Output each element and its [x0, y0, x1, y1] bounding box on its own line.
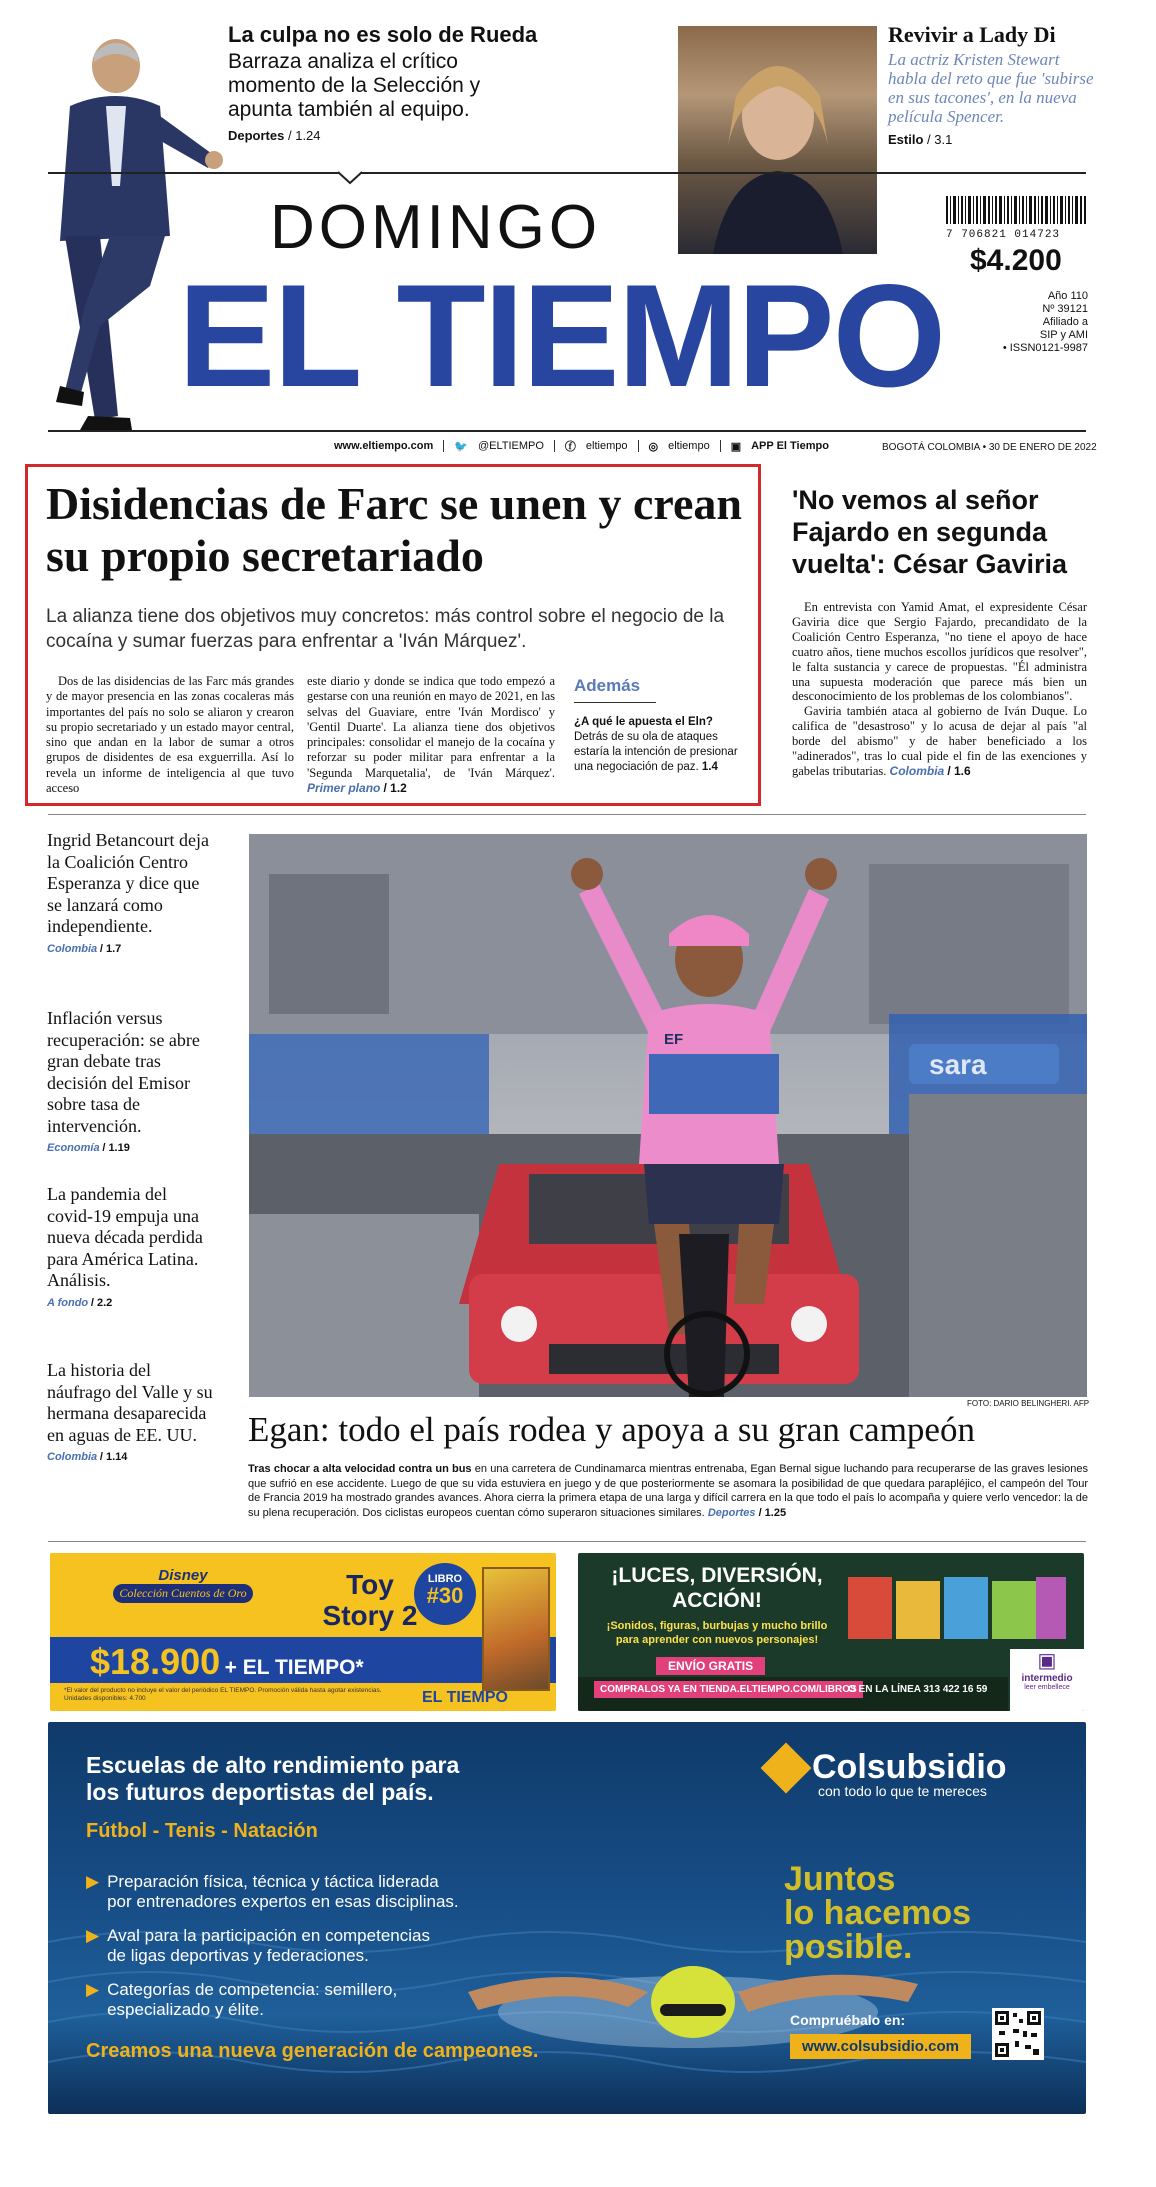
issue-line: • ISSN0121-9987 [1002, 342, 1088, 354]
list-item [86, 1872, 459, 1912]
headline-line: ACCIÓN! [672, 1589, 762, 1612]
ad-eltiempo-logo: EL TIEMPO [422, 1689, 508, 1706]
brand-name: Colsubsidio [812, 1748, 1007, 1786]
jersey-text: EF [664, 1031, 684, 1048]
teaser-rueda[interactable] [228, 22, 588, 143]
brief-page: / 1.7 [99, 942, 122, 955]
list-item[interactable] [47, 1360, 217, 1463]
list-item[interactable] [47, 1184, 217, 1360]
brief-section[interactable]: Colombia [47, 1451, 98, 1463]
list-item [86, 1980, 459, 2020]
ad-price-row [90, 1641, 364, 1683]
gaviria-headline[interactable]: 'No vemos al señor Fajardo en segunda vuelta': César Gaviria [792, 485, 1068, 579]
brief-text: Inflación versus recuperación: se abre gran debate tras decisión del Emisor sobre tasa de intervención. [47, 1008, 200, 1136]
issue-info [1000, 290, 1088, 355]
bullet-line: de ligas deportivas y federaciones. [107, 1946, 369, 1965]
barcode [946, 196, 1088, 241]
teaser-text: Barraza analiza el crítico momento de la Selección y apunta también al equipo. [228, 50, 481, 121]
col2-section-link[interactable]: Primer plano [307, 781, 381, 796]
main-photo[interactable] [249, 834, 1087, 1397]
masthead-bottom-rule [48, 430, 1086, 432]
brief-text: Ingrid Betancourt deja la Coalición Centro Esperanza y dice que se lanzará como independiente. [47, 830, 209, 936]
gaviria-p2: Gaviria también ataca al gobierno de Iván Duque. Lo califica de "desastroso" y lo acusa de dejar al país "al borde del abismo" y de haber beneficiado a los "adinerados", tras lo cual pide el fin de las exenciones y gabelas tributarias. [792, 704, 1087, 778]
col-url[interactable]: www.colsubsidio.com [790, 2034, 971, 2059]
twitter-link[interactable]: @ELTIEMPO [477, 440, 544, 452]
teaser-page: / 1.24 [287, 128, 321, 143]
list-item[interactable] [47, 1008, 217, 1184]
book-thumb [944, 1577, 988, 1639]
ad-libros-cta[interactable]: COMPRALOS YA EN TIENDA.ELTIEMPO.COM/LIBROS [594, 1681, 863, 1698]
ad-collection: Colección Cuentos de Oro [113, 1584, 252, 1603]
badge-line: LIBRO [427, 1573, 463, 1585]
bullet-arrow-icon: ▶ [86, 1926, 100, 1945]
brief-page: / 1.14 [99, 1451, 128, 1463]
lead-sidebar [574, 676, 742, 775]
bullet-line: especializado y élite. [107, 2000, 264, 2019]
barcode-number: 7 706821 014723 [946, 229, 1061, 241]
brief-section[interactable]: Colombia [47, 942, 98, 955]
sidebar-text: Detrás de su ola de ataques estaría la intención de presionar una negociación de paz. [574, 731, 738, 773]
egan-lead: Tras chocar a alta velocidad contra un bus [248, 1463, 472, 1475]
headline-line: los futuros deportistas del país. [86, 1779, 434, 1805]
ad-libros-books [848, 1567, 1068, 1647]
photo-credit: FOTO: DARIO BELINGHERI. AFP [967, 1399, 1090, 1408]
section-rule [48, 814, 1086, 815]
website-link[interactable]: www.eltiempo.com [334, 440, 434, 452]
svg-text:sara: sara [929, 1049, 987, 1080]
brief-text: La historia del náufrago del Valle y su hermana desaparecida en aguas de EE. UU. [47, 1360, 213, 1445]
col-sports: Fútbol - Tenis - Natación [86, 1820, 318, 1842]
egan-headline[interactable]: Egan: todo el país rodea y apoya a su gran campeón [248, 1410, 975, 1449]
brief-text: La pandemia del covid-19 empuja una nueva década perdida para América Latina. Análisis. [47, 1184, 203, 1290]
colsubsidio-logo-icon [761, 1742, 812, 1793]
issue-line: Afiliado a [1042, 316, 1088, 328]
ad-libros-shipping: ENVÍO GRATIS [656, 1657, 765, 1675]
col-slogan [784, 1862, 971, 1964]
headline-line: ¡LUCES, DIVERSIÓN, [611, 1564, 823, 1587]
ad-libros-phone: O EN LA LÍNEA 313 422 16 59 [848, 1684, 988, 1695]
list-item [86, 1926, 459, 1966]
gaviria-section-link[interactable]: Colombia [889, 763, 945, 778]
teaser-lady-di[interactable] [888, 22, 1098, 147]
lead-body-col1: Dos de las disidencias de las Farc más grandes y de mayor presencia en las zonas cocaleras más importantes del país no solo se aliaron y crearon su propio secretariado y un estado mayor central, sino que andan en la labor de sumar a otros grupos de disidentes de esa exguerrilla. Así lo revela un informe de inteligencia al que tuvo acceso [46, 674, 294, 796]
egan-page: / 1.25 [758, 1506, 787, 1519]
teaser-text: La actriz Kristen Stewart habla del reto que fue 'subirse en sus tacones', en la nueva película Spencer. [888, 50, 1094, 126]
ad-libros[interactable] [578, 1553, 1084, 1711]
brief-page: / 2.2 [90, 1296, 113, 1309]
teaser-section: Deportes [228, 128, 285, 143]
section-rule [48, 1541, 1086, 1542]
instagram-icon: ◎ [648, 440, 659, 453]
badge-line: #30 [426, 1583, 464, 1608]
ad-libros-sub [592, 1619, 842, 1647]
slogan-line: posible. [784, 1928, 913, 1966]
brand-sub: leer embellece [1024, 1684, 1070, 1691]
social-strip [334, 438, 829, 454]
book-thumb [992, 1581, 1036, 1639]
teaser-title: Revivir a Lady Di [888, 22, 1056, 47]
gaviria-body [792, 600, 1087, 779]
brand-tagline: con todo lo que te mereces [818, 1783, 987, 1799]
ad-colsubsidio[interactable] [48, 1722, 1086, 2114]
brand-name: intermedio [1021, 1673, 1073, 1684]
teaser-title: La culpa no es solo de Rueda [228, 22, 538, 47]
masthead-top-rule [48, 172, 1086, 174]
bullet-line: Preparación física, técnica y táctica liderada [107, 1872, 439, 1891]
sidebar-title: Además [574, 676, 641, 695]
qr-code-icon[interactable] [992, 2008, 1044, 2060]
egan-body [248, 1462, 1088, 1520]
price: $4.200 [970, 244, 1062, 277]
notch-icon [338, 171, 362, 185]
col-check: Compruébalo en: [790, 2012, 906, 2028]
bullet-line: Categorías de competencia: semillero, [107, 1980, 398, 1999]
ad-disney-logo: Disney [158, 1567, 208, 1584]
ad-toystory[interactable] [50, 1553, 556, 1711]
ad-price: $18.900 [90, 1641, 221, 1682]
headline-line: Escuelas de alto rendimiento para [86, 1752, 460, 1778]
list-item[interactable] [47, 830, 217, 1008]
ad-book-cover [482, 1567, 550, 1691]
sidebar-page: 1.4 [701, 761, 718, 773]
masthead-day: DOMINGO [270, 193, 602, 262]
egan-text: en una carretera de Cundinamarca mientras entrenaba, Egan Bernal sigue luchando para recuperarse de las graves lesiones que sufrió en ese accidente. Luego de que su vida estuviera en juego y de que posteriormente se asomara la posibilidad de que quedara parapléjico, el campeón del Tour de Francia 2019 ha mostrado grandes avances. Ahora cierra la primera etapa de una larga y difícil carrera en la que todo el país lo acompaña y quiere verlo vencedor: la de su plena recuperación. Dos ciclistas europeos cuentan cómo superaron situaciones similares. [248, 1463, 1089, 1519]
ad-title-line: Toy [346, 1569, 394, 1600]
issue-line: SIP y AMI [1039, 329, 1088, 341]
slogan-line: lo hacemos [784, 1894, 972, 1932]
issue-line: Año 110 [1047, 290, 1088, 302]
lead-deck: La alianza tiene dos objetivos muy concretos: más control sobre el negocio de la cocaína y sumar fuerzas para enfrentar a 'Iván Márquez'. [46, 606, 725, 652]
book-thumb [1036, 1577, 1066, 1639]
lead-body-col2 [307, 674, 555, 796]
col2-page: / 1.2 [383, 781, 407, 796]
app-link[interactable]: APP El Tiempo [751, 440, 829, 452]
book-thumb [848, 1577, 892, 1639]
sidebar-bold: ¿A qué le apuesta el Eln? [574, 716, 713, 728]
sub-line: para aprender con nuevos personajes! [615, 1634, 819, 1646]
ad-plus: + EL TIEMPO* [224, 1656, 364, 1679]
ad-title-line: Story 2 [322, 1600, 418, 1631]
gaviria-page: / 1.6 [947, 763, 971, 778]
bullet-arrow-icon: ▶ [86, 1872, 100, 1891]
lead-headline[interactable]: Disidencias de Farc se unen y crean su propio secretariado [46, 478, 742, 581]
instagram-link[interactable]: eltiempo [668, 440, 710, 452]
barcode-icon [946, 196, 1088, 224]
bullet-line: por entrenadores expertos en esas disciplinas. [107, 1892, 459, 1911]
facebook-link[interactable]: eltiempo [585, 440, 628, 452]
col-headline [86, 1752, 459, 1806]
ad-libros-headline [592, 1563, 842, 1613]
teaser-section: Estilo [888, 132, 924, 147]
masthead-name[interactable]: EL TIEMPO [178, 254, 945, 417]
facebook-icon: ⓕ [564, 441, 576, 453]
sidebar-rule [574, 702, 656, 703]
ad-toystory-mickey [98, 1567, 268, 1603]
actress-portrait-icon [678, 26, 877, 254]
bullet-arrow-icon: ▶ [86, 1980, 100, 1999]
brief-section[interactable]: Economía [47, 1142, 100, 1154]
gaviria-p1: En entrevista con Yamid Amat, el expresidente César Gaviria dice que Sergio Fajardo, precandidato de la Coalición Centro Esperanza, "no tiene el apoyo de hace cuatro años, tiene muchos escollos jurídicos que resolver", le falta sustancia y carece de propuestas. "Él administra una supuesta moderación que parece más bien un desconocimiento de los problemas de los colombianos". [792, 600, 1087, 704]
sub-line: ¡Sonidos, figuras, burbujas y mucho brillo [606, 1620, 828, 1632]
col-brand[interactable] [768, 1748, 1068, 1799]
app-icon: ▣ [730, 440, 742, 453]
ad-book-badge [414, 1563, 476, 1625]
col-bullets [86, 1872, 459, 2020]
egan-section-link[interactable]: Deportes [707, 1506, 756, 1519]
brief-page: / 1.19 [102, 1142, 130, 1154]
cyclist-celebration-icon [249, 834, 1087, 1397]
col-footer: Creamos una nueva generación de campeones. [86, 2040, 539, 2062]
slogan-line: Juntos [784, 1860, 896, 1898]
book-icon: ▣ [1037, 1650, 1057, 1672]
teaser-photo-spencer [678, 26, 877, 254]
book-thumb [896, 1581, 940, 1639]
bullet-line: Aval para la participación en competencias [107, 1926, 430, 1945]
twitter-icon: 🐦 [454, 440, 468, 453]
location-date: BOGOTÁ COLOMBIA • 30 DE ENERO DE 2022 [882, 442, 1097, 453]
col2-text: este diario y donde se indica que todo empezó a gestarse con una reunión en mayo de 2021, en las selvas del Guaviare, entre 'Iván Mordisco' y 'Gentil Duarte'. La alianza tiene dos objetivos principales: consolidar el manejo de la cocaína y reforzar su poder militar para enfrentar a la 'Segunda Marquetalia', de 'Iván Márquez'. [307, 674, 555, 780]
brief-section[interactable]: A fondo [47, 1296, 89, 1309]
teaser-page: / 3.1 [927, 132, 953, 147]
ad-libros-brand [1010, 1649, 1084, 1711]
ad-fine-print: *El valor del producto no incluye el valor del periódico EL TIEMPO. Promoción válida hasta agotar existencias. Unidades disponibles: 4.700 [64, 1687, 382, 1702]
brief-list [47, 830, 217, 1463]
issue-line: Nº 39121 [1042, 303, 1088, 315]
